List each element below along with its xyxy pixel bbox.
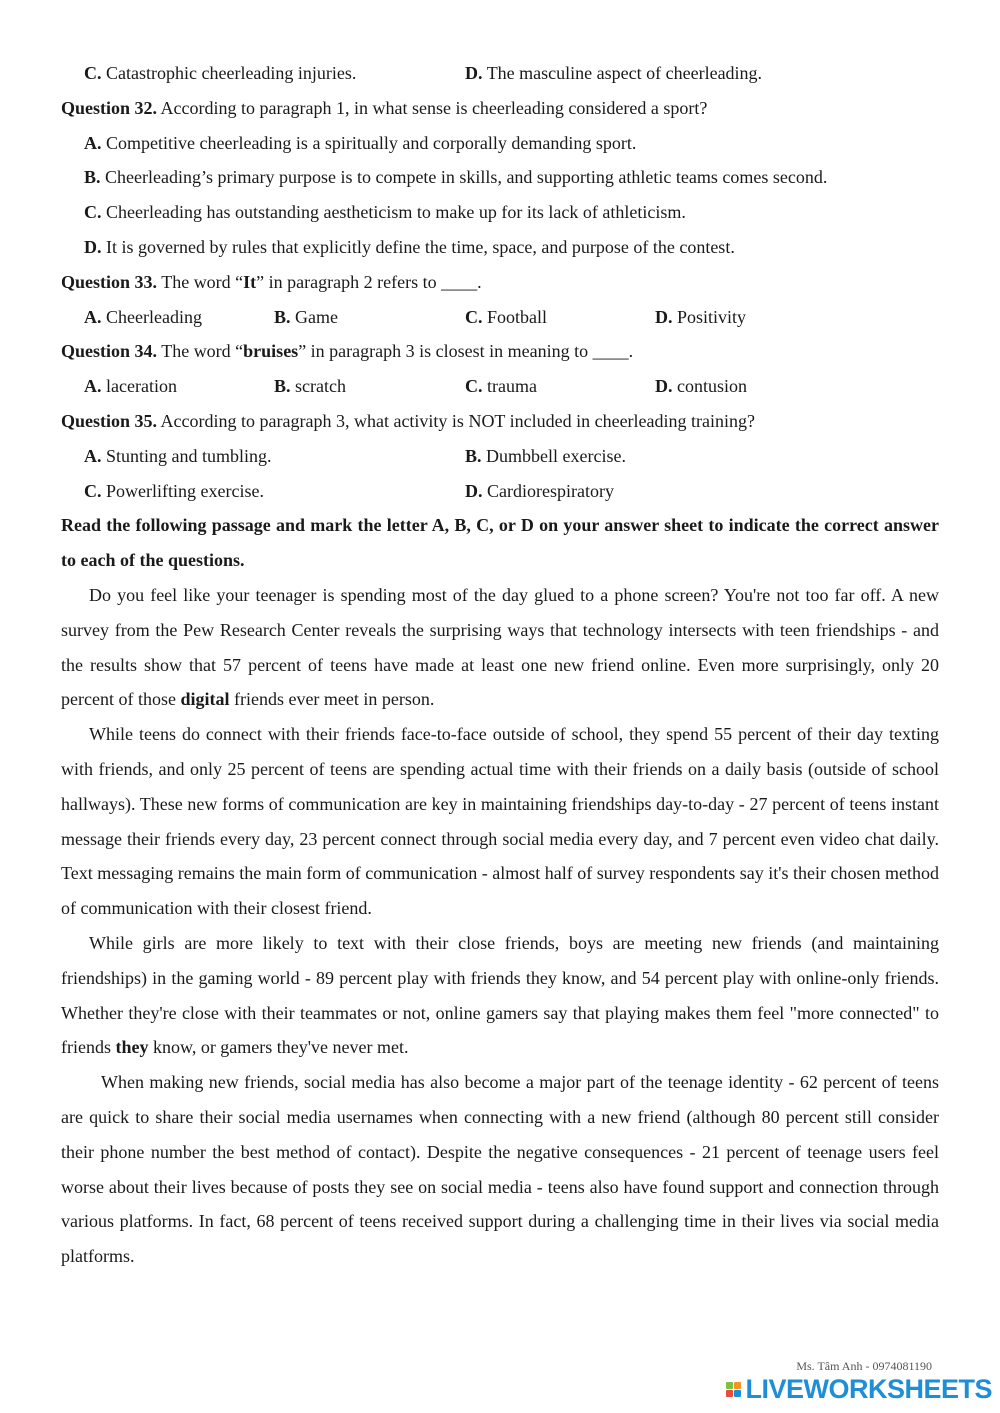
passage-paragraph-4: When making new friends, social media has also become a major part of the teenage identity - 62 percent of teens are quick to share their social media usernames when connecting with a new friend (although 80 percent still consider their phone number the best method of contact). Despite the negative consequences - 21 percent of teenage users feel worse about their lives because of posts they see on social media - teens also have found support and connection through various platforms. In fact, 68 percent of teens received support during a challenging time in their lives via social media platforms. xyxy=(61,1072,939,1267)
q32-question: Question 32. According to paragraph 1, in what sense is cheerleading considered a sport? xyxy=(61,97,708,118)
passage-paragraph-2: While teens do connect with their friends face-to-face outside of school, they spend 55 percent of their day texting with friends, and only 25 percent of teens are spending actual time with their friends on a daily basis (outside of school hallways). These new forms of communication are key in maintaining friendships day-to-day - 27 percent of teens instant message their friends every day, 23 percent connect through social media every day, and 7 percent even video chat daily. Text messaging remains the main form of communication - almost half of survey respondents say it's their chosen method of communication with their closest friend. xyxy=(61,724,939,919)
passage-instruction: Read the following passage and mark the letter A, B, C, or D on your answer sheet to indicate the correct answer to each of the questions. xyxy=(61,515,939,571)
passage-paragraph-3: While girls are more likely to text with their close friends, boys are meeting new friends (and maintaining friendships) in the gaming world - 89 percent play with friends they know, and 54 percent play with online-only friends. Whether they're close with their teammates or not, online gamers say that playing makes them feel "more connected" to friends they know, or gamers they've never met. xyxy=(61,932,939,1058)
q31-option-d: D. The masculine aspect of cheerleading. xyxy=(465,63,763,83)
q34-option-c: C. trauma xyxy=(465,376,537,397)
q31-options-row xyxy=(61,56,939,91)
q33-option-d: D. Positivity xyxy=(655,306,747,327)
author-contact: Ms. Tâm Anh - 0974081190 xyxy=(796,1359,932,1373)
q35-option-d: D. Cardiorespiratory xyxy=(465,480,614,501)
q35-option-c: C. Powerlifting exercise. xyxy=(84,480,264,501)
liveworksheets-icon xyxy=(726,1382,741,1397)
q33-option-a: A. Cheerleading xyxy=(84,306,202,327)
q35-option-a: A. Stunting and tumbling. xyxy=(84,445,272,466)
q34-options-row xyxy=(61,369,939,404)
logo-text: LIVEWORKSHEETS xyxy=(745,1374,992,1404)
footer xyxy=(682,1359,992,1407)
worksheet-page xyxy=(61,56,939,1274)
liveworksheets-logo[interactable] xyxy=(726,1374,992,1405)
q34-option-d: D. contusion xyxy=(655,376,747,397)
passage-paragraph-1: Do you feel like your teenager is spending most of the day glued to a phone screen? You're not too far off. A new survey from the Pew Research Center reveals the surprising ways that technology intersects with teen friendships - and the results show that 57 percent of teens have made at least one new friend online. Even more surprisingly, only 20 percent of those digital friends ever meet in person. xyxy=(61,584,939,710)
q33-question: Question 33. The word “It” in paragraph 2 refers to ____. xyxy=(61,271,482,292)
q35-option-b: B. Dumbbell exercise. xyxy=(465,445,626,466)
q35-options-row-2 xyxy=(61,474,939,509)
q33-options-row xyxy=(61,300,939,335)
q32-option-a: A. Competitive cheerleading is a spiritually and corporally demanding sport. xyxy=(84,132,637,153)
q35-options-row-1 xyxy=(61,439,939,474)
q35-question: Question 35. According to paragraph 3, what activity is NOT included in cheerleading training? xyxy=(61,410,756,431)
q32-option-d: D. It is governed by rules that explicitly define the time, space, and purpose of the contest. xyxy=(84,236,735,257)
q34-option-a: A. laceration xyxy=(84,376,177,397)
q33-option-b: B. Game xyxy=(274,306,338,327)
q32-option-c: C. Cheerleading has outstanding aestheticism to make up for its lack of athleticism. xyxy=(84,202,686,223)
q34-question: Question 34. The word “bruises” in paragraph 3 is closest in meaning to ____. xyxy=(61,341,634,362)
q33-option-c: C. Football xyxy=(465,306,548,327)
q31-option-c: C. Catastrophic cheerleading injuries. xyxy=(84,63,357,83)
q34-option-b: B. scratch xyxy=(274,376,346,397)
q32-option-b: B. Cheerleading’s primary purpose is to compete in skills, and supporting athletic teams comes second. xyxy=(84,167,828,188)
